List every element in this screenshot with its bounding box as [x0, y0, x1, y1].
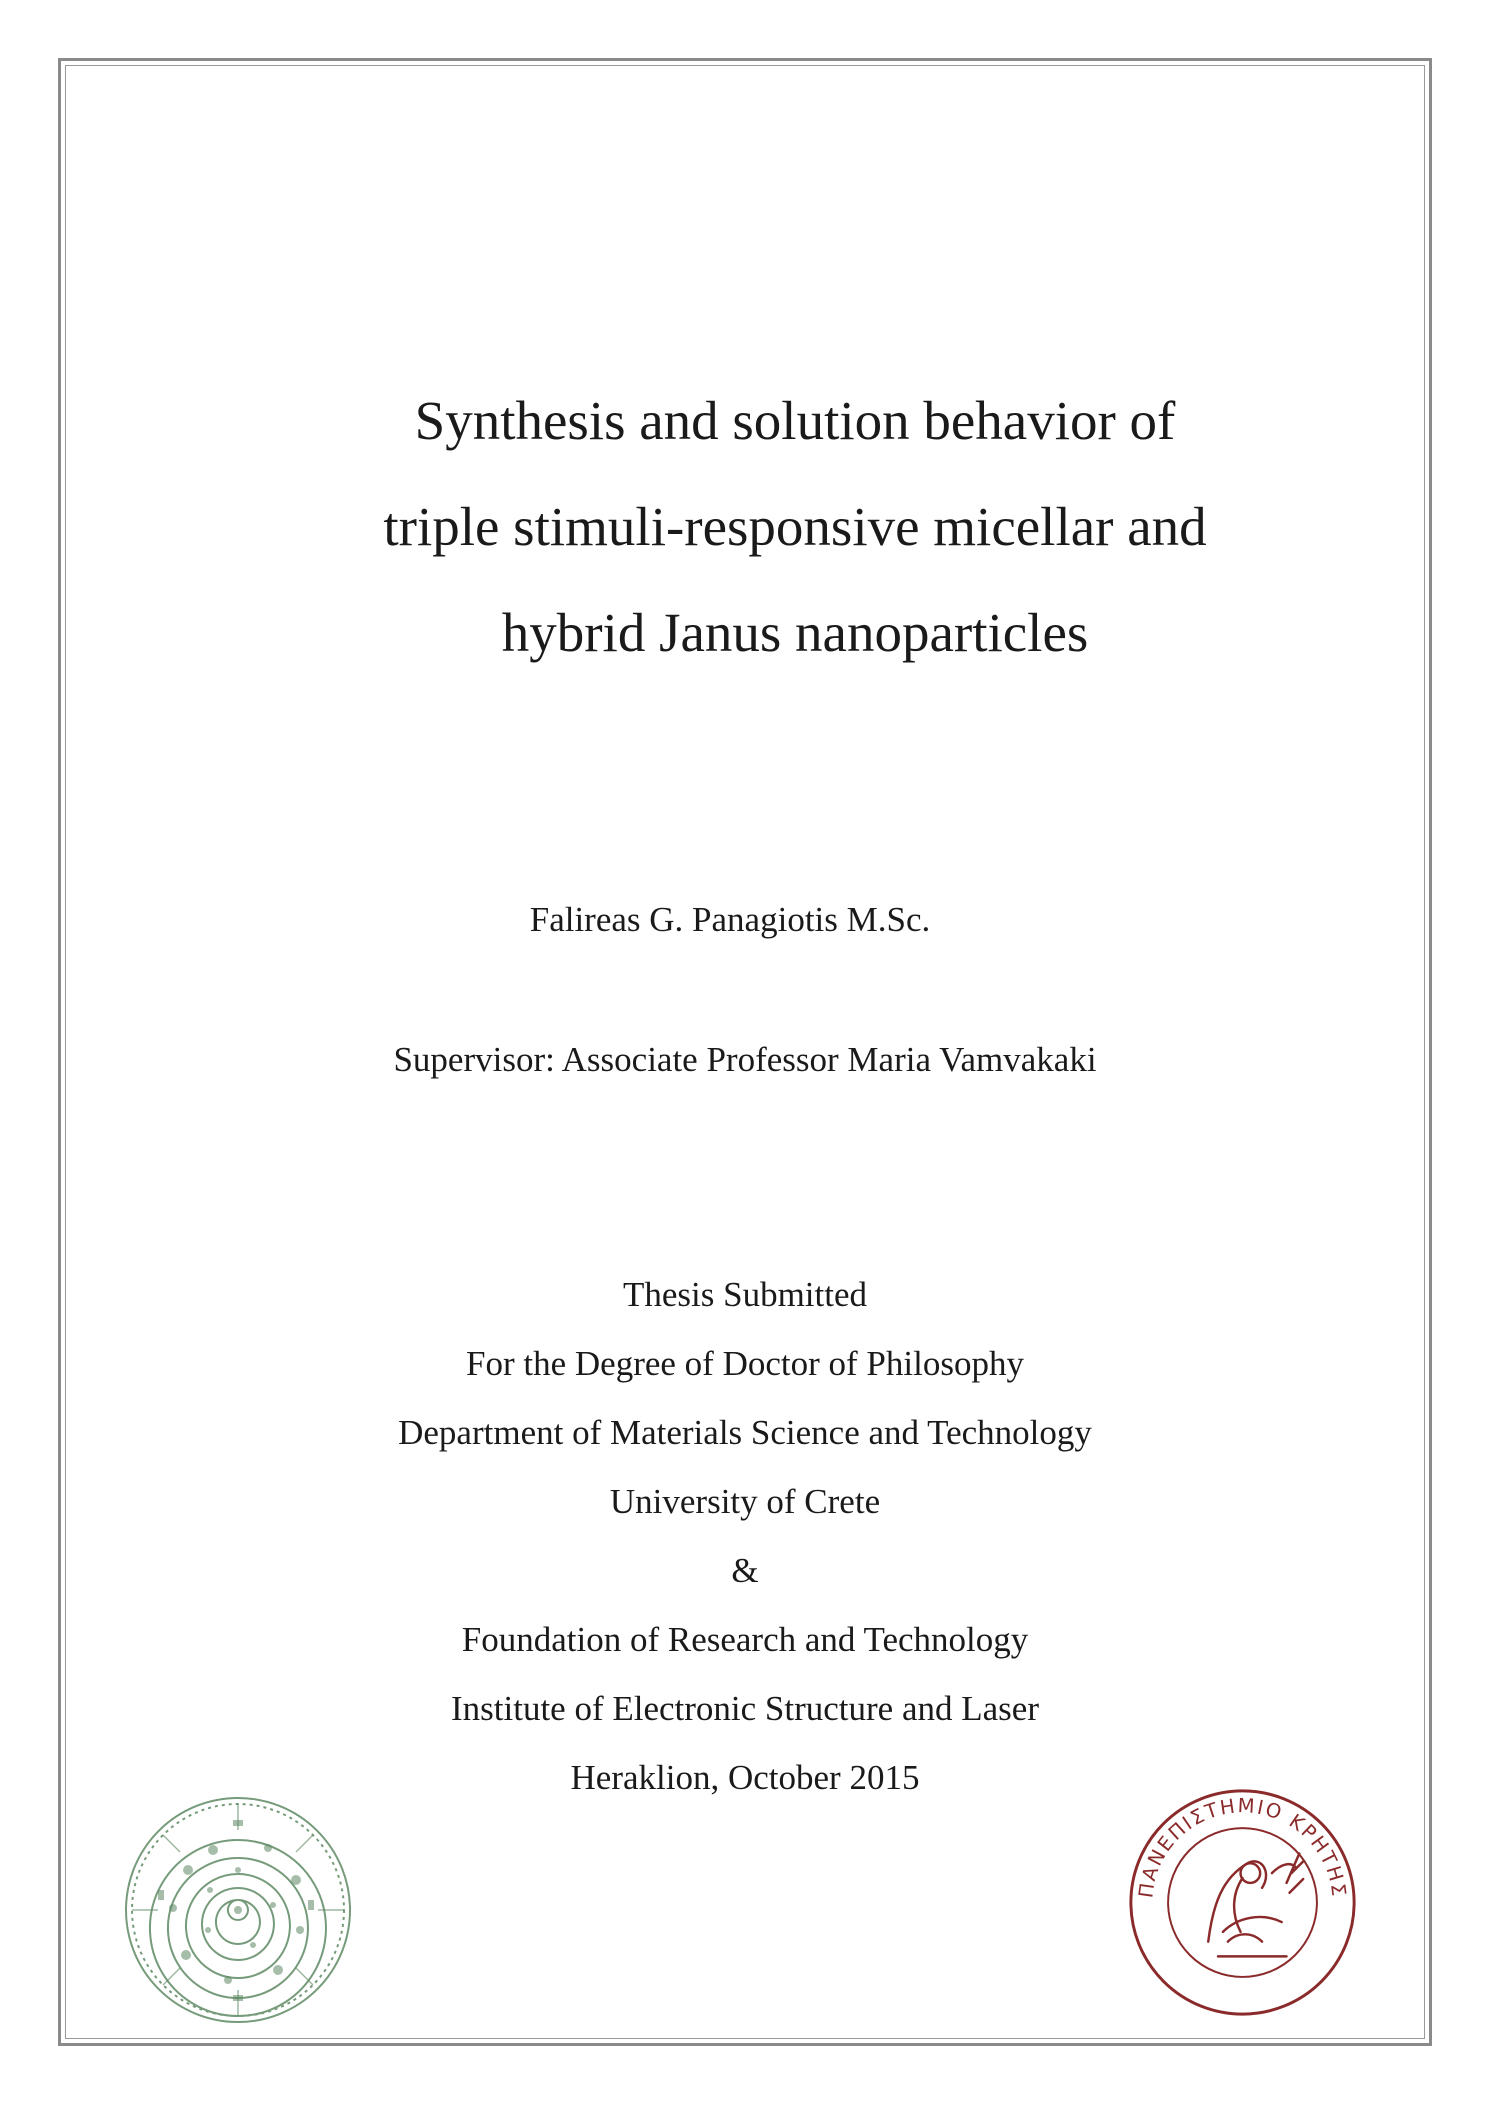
- title-line-3: hybrid Janus nanoparticles: [501, 602, 1089, 663]
- phaistos-disc-icon: [118, 1790, 358, 2030]
- degree-line-4: University of Crete: [609, 1482, 881, 1521]
- degree-line-7: Institute of Electronic Structure and Laser: [451, 1689, 1039, 1728]
- author-name: Falireas G. Panagiotis M.Sc.: [529, 900, 931, 939]
- degree-info: [200, 1260, 1290, 1812]
- thesis-title: [200, 368, 1390, 686]
- seal-text: ΠΑΝΕΠΙΣΤΗΜΙΟ ΚΡΗΤΗΣ: [1134, 1794, 1351, 1900]
- degree-line-3: Department of Materials Science and Technology: [398, 1413, 1092, 1452]
- title-line-2: triple stimuli-responsive micellar and: [383, 496, 1207, 557]
- supervisor-line: Supervisor: Associate Professor Maria Vamvakaki: [393, 1040, 1097, 1079]
- degree-line-2: For the Degree of Doctor of Philosophy: [466, 1344, 1024, 1383]
- university-of-crete-seal-icon: [1125, 1785, 1360, 2020]
- degree-line-8: Heraklion, October 2015: [570, 1758, 920, 1797]
- degree-line-5: &: [731, 1551, 759, 1590]
- degree-line-1: Thesis Submitted: [622, 1275, 868, 1314]
- degree-line-6: Foundation of Research and Technology: [461, 1620, 1029, 1659]
- title-line-1: Synthesis and solution behavior of: [414, 390, 1176, 451]
